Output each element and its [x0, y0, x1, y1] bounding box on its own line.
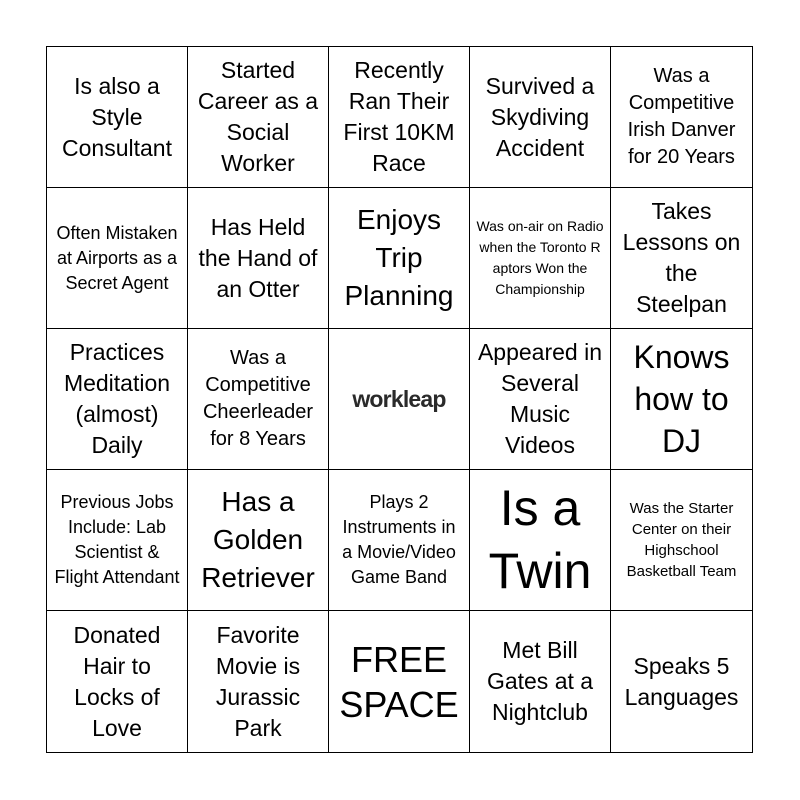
cell-text: Started Career as a Social Worker: [197, 57, 319, 176]
workleap-logo: workleap: [352, 385, 446, 412]
bingo-cell[interactable]: [470, 47, 611, 188]
bingo-cell[interactable]: [47, 611, 188, 752]
bingo-cell[interactable]: [188, 47, 329, 188]
bingo-cell[interactable]: [611, 47, 752, 188]
cell-text: Practices Meditation (almost) Daily: [63, 339, 171, 458]
cell-text: Was a Competitive Irish Danver for 20 Years: [627, 65, 736, 168]
cell-text: Has a Golden Retriever: [201, 486, 315, 593]
bingo-cell[interactable]: [470, 470, 611, 611]
bingo-cell[interactable]: [47, 47, 188, 188]
bingo-cell[interactable]: [611, 329, 752, 470]
cell-text: Previous Jobs Include: Lab Scientist & Flight Attendant: [54, 492, 180, 587]
bingo-cell[interactable]: [188, 470, 329, 611]
cell-text: Was the Starter Center on their Highschool Basketball Team: [626, 500, 737, 580]
cell-text: Met Bill Gates at a Nightclub: [486, 637, 594, 725]
bingo-cell[interactable]: [329, 470, 470, 611]
cell-text: Often Mistaken at Airports as a Secret Agent: [56, 222, 178, 293]
bingo-cell[interactable]: [188, 611, 329, 752]
cell-text: Speaks 5 Languages: [624, 652, 739, 710]
cell-text: Has Held the Hand of an Otter: [198, 213, 318, 302]
bingo-cell[interactable]: [611, 188, 752, 329]
bingo-cell[interactable]: [188, 329, 329, 470]
center-logo-cell[interactable]: [329, 329, 470, 470]
cell-text: Recently Ran Their First 10KM Race: [343, 57, 455, 176]
cell-text: Appeared in Several Music Videos: [477, 339, 603, 458]
bingo-cell[interactable]: [470, 611, 611, 752]
bingo-cell[interactable]: [47, 329, 188, 470]
cell-text: Donated Hair to Locks of Love: [73, 621, 161, 741]
free-space-text: FREE SPACE: [339, 638, 459, 725]
bingo-cell[interactable]: [611, 470, 752, 611]
bingo-board: [46, 46, 753, 753]
bingo-cell[interactable]: [329, 47, 470, 188]
cell-text: Survived a Skydiving Accident: [485, 72, 595, 161]
cell-text: Knows how to DJ: [633, 339, 730, 459]
cell-text: Enjoys Trip Planning: [344, 204, 454, 311]
bingo-cell[interactable]: [329, 188, 470, 329]
cell-text: Takes Lessons on the Steelpan: [622, 198, 741, 317]
bingo-cell[interactable]: [188, 188, 329, 329]
cell-text: Is also a Style Consultant: [62, 72, 172, 161]
free-space-cell[interactable]: [329, 611, 470, 752]
cell-text: Was on-air on Radio when the Toronto R aptors Won the Championship: [476, 218, 604, 297]
cell-text: Was a Competitive Cheerleader for 8 Years: [202, 347, 314, 450]
bingo-cell[interactable]: [47, 188, 188, 329]
bingo-cell[interactable]: [611, 611, 752, 752]
cell-text: Is a Twin: [488, 480, 592, 599]
cell-text: Favorite Movie is Jurassic Park: [215, 621, 301, 741]
bingo-cell[interactable]: [47, 470, 188, 611]
bingo-cell[interactable]: [470, 188, 611, 329]
cell-text: Plays 2 Instruments in a Movie/Video Game Band: [342, 492, 456, 587]
bingo-cell[interactable]: [470, 329, 611, 470]
